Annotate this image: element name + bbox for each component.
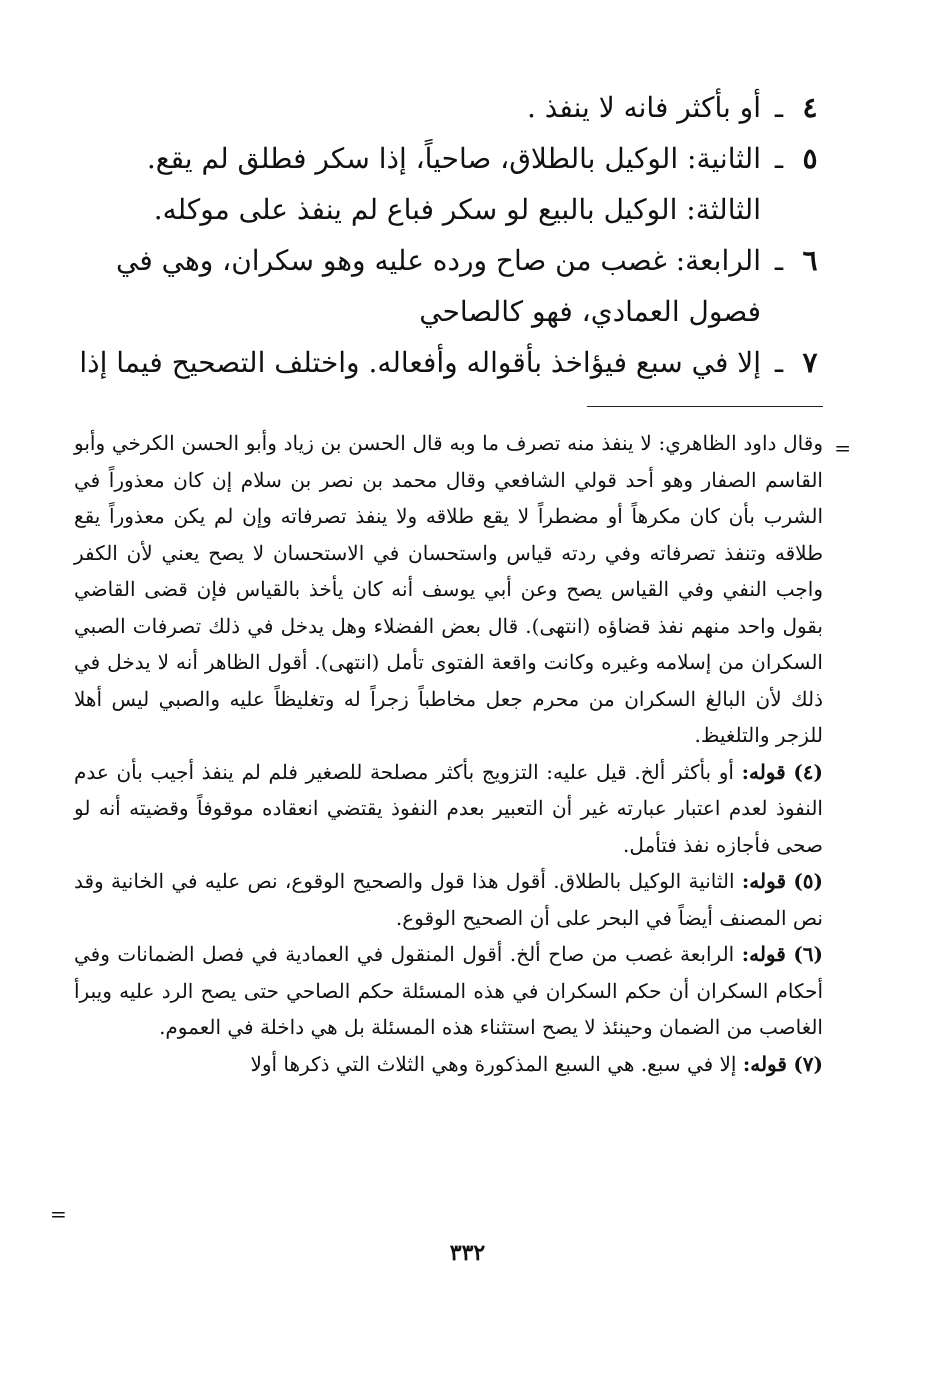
item-line: أو بأكثر فانه لا ينفذ . [526,91,761,124]
footnote-separator-wrap [74,406,823,407]
end-continuation-marker: = [50,1202,67,1226]
footnote-lead: قوله: [741,942,786,966]
footnote-lead: قوله: [741,759,786,784]
page-number: ٣٣٢ [449,1240,486,1266]
main-item-4 [74,82,823,133]
item-line-continuation: الثالثة: الوكيل بالبيع لو سكر فباع لم ينفذ على موكله. [153,193,761,226]
footnote-number: (٥) [793,869,823,893]
footnote-number: (٤) [793,759,823,784]
item-number: ٧ [802,346,818,379]
item-dash: ـ [774,244,784,277]
main-item-6 [74,235,823,286]
footnote-lead: قوله: [741,869,786,893]
footnote-text: إلا في سبع. هي السبع المذكورة وهي الثلاث التي ذكرها أولا [250,1051,737,1076]
footnote-number: (٦) [793,942,824,966]
footnote-7 [74,1046,823,1083]
item-number: ٥ [802,142,818,175]
footnotes [50,425,851,1226]
item-dash: ـ [774,91,784,124]
footnote-separator [587,406,823,407]
footnote-lead: قوله: [742,1051,787,1076]
continuation-marker: = [834,436,851,460]
item-line: إلا في سبع فيؤاخذ بأقواله وأفعاله. واختلف التصحيح فيما إذا [79,346,761,379]
item-dash: ـ [774,142,784,175]
footnote-number: (٧) [793,1051,823,1076]
footnote-text: الثانية الوكيل بالطلاق. أقول هذا قول والصحيح الوقوع، نص عليه في الخانية وقد نص المصنف أيضاً في البحر على أن الصحيح الوقوع. [74,869,823,930]
footnote-continuation: وقال داود الظاهري: لا ينفذ منه تصرف ما وبه قال الحسن بن زياد وأبو الحسن الكرخي وأبو القاسم الصفار وهو أحد قولي الشافعي وقال محمد بن نصر بن سلام إن كان معذوراً في الشرب بأن كان مكرهاً أو مضطراً لا يقع طلاقه ولا ينفذ تصرفاته وإن لم يكن معذوراً يقع طلاقه وتنفذ تصرفاته وفي ردته قياس واستحسان في الاستحسان لا يصح يعني لأن الكفر واجب النفي وفي القياس يصح وعن أبي يوسف أنه كان يأخذ بالقياس فإن قضى القاضي بقول واحد منهم نفذ قضاؤه (انتهى). قال بعض الفضلاء وهل يدخل في ذلك تصرفات الصبي السكران من إسلامه وغيره وكانت واقعة الفتوى تأمل (انتهى). أقول الظاهر أنه لا يدخل في ذلك لأن البالغ السكران من محرم جعل مخاطباً زجراً له وتغليظاً عليه والصبي ليس أهلا للزجر والتلغيظ. [74,431,823,747]
item-dash: ـ [774,346,784,379]
footnote-5 [74,863,823,936]
footnote-text: الرابعة غصب من صاح ألخ. أقول المنقول في العمادية في فصل الضمانات وفي أحكام السكران أن حكم السكران في هذه المسئلة حكم الصاحي حتى يصح الرد عليه ويبرأ الغاصب من الضمان وحينئذ لا يصح استثناء هذه المسئلة بل هي داخلة في العموم. [74,942,823,1039]
footnote-4 [74,754,823,864]
item-line-continuation: فصول العمادي، فهو كالصاحي [419,295,761,328]
item-line: الرابعة: غصب من صاح ورده عليه وهو سكران، وهي في [116,244,761,277]
item-number: ٤ [802,91,818,124]
main-item-5 [74,133,823,184]
footnote-6 [74,936,823,1046]
main-text [74,82,823,388]
item-number: ٦ [802,244,818,277]
item-line: الثانية: الوكيل بالطلاق، صاحياً، إذا سكر فطلق لم يقع. [146,142,761,175]
main-item-7 [74,337,823,388]
footnote-text: أو بأكثر ألخ. قيل عليه: التزويج بأكثر مصلحة للصغير فلم لم ينفذ أجيب بأن عدم النفوذ لعدم اعتبار عبارته غير أن التعبير بعدم النفوذ يقتضي انعقاده موقوفاً وقضيته أنه لو صحى فأجازه نفذ فتأمل. [74,759,823,857]
